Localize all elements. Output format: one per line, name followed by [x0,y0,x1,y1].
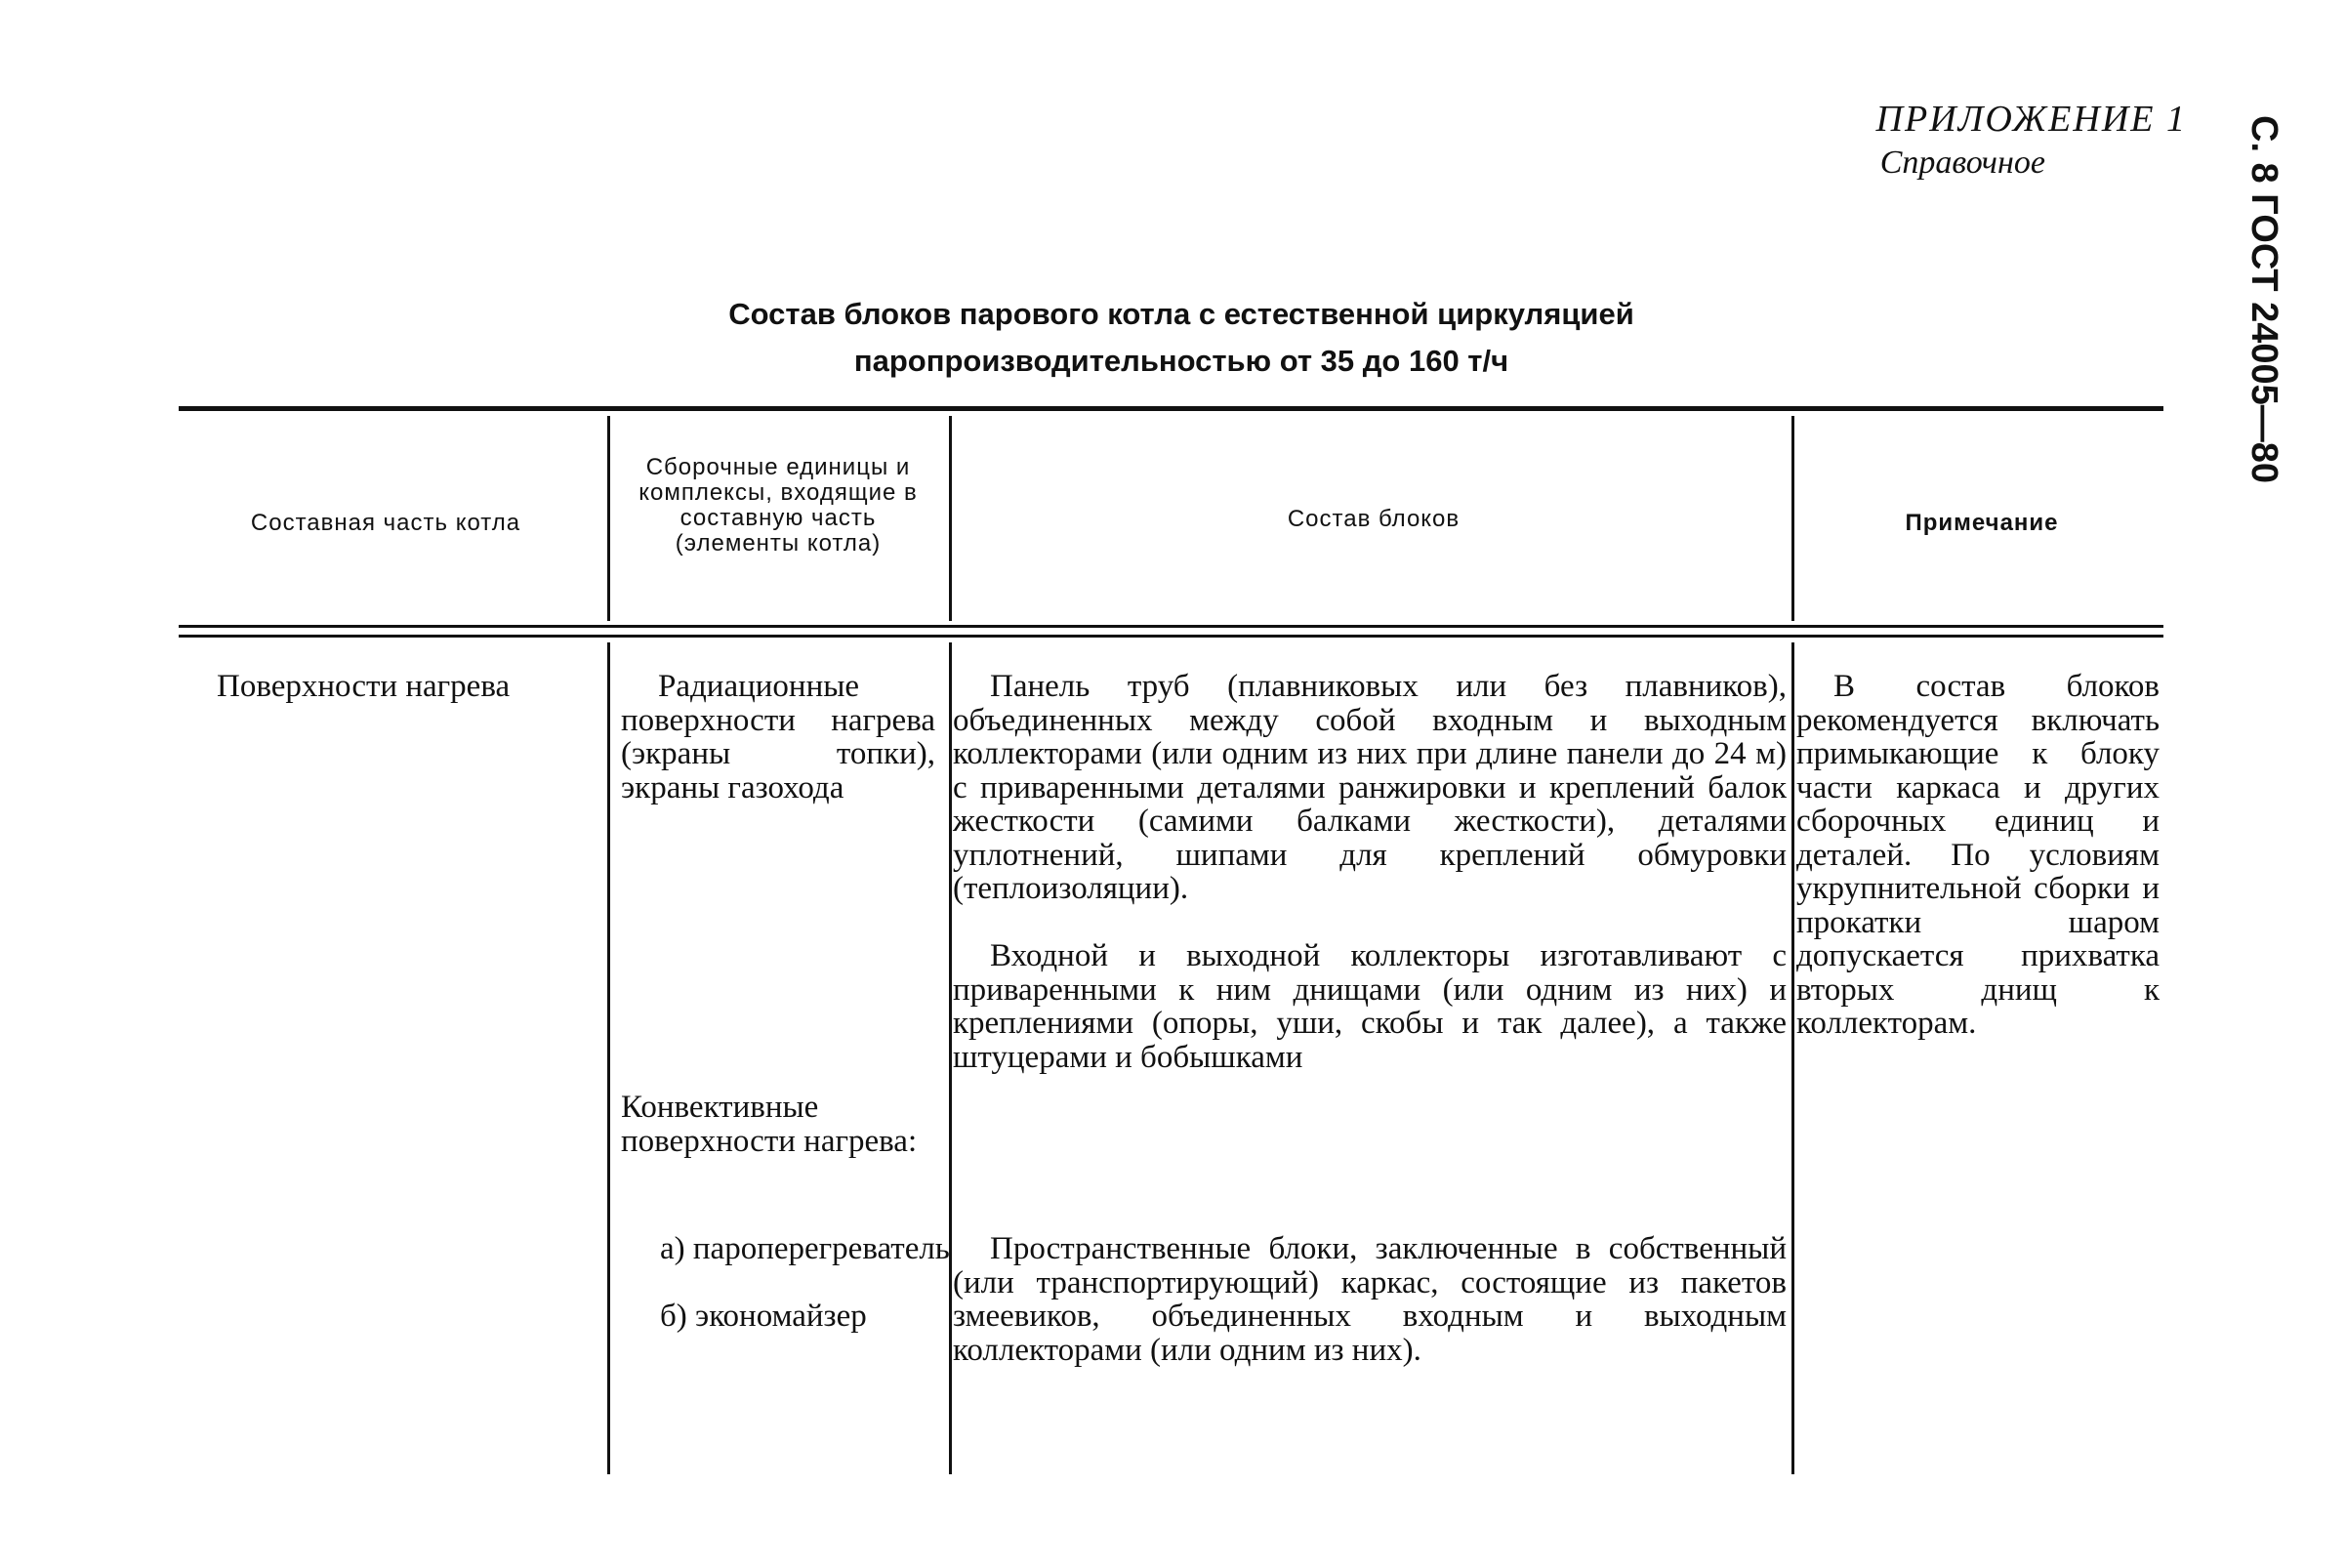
header-bottom-rule-double [179,635,2163,638]
column-divider [949,642,952,1474]
header-bottom-rule [179,625,2163,628]
cell-blocks-paragraph-3: Пространственные блоки, заключенные в собственный (или транспортирующий) каркас, состоящие из пакетов змеевиков, объединенных входным и выходным коллекторами (или одним из них). [953,1231,1787,1368]
table-title-line-2: паропроизводительностью от 35 до 160 т/ч [853,344,1509,378]
cell-blocks-paragraph-1: Панель труб (плавниковых или без плавников), объединенных между собой входным и выходным коллекторами (или одним из них при длине панели до 24 м) с приваренными деталями ранжировки и креплений балок жесткости (самими балками жесткости), деталями уплотнений, шипами для креплений обмуровки (теплоизоляции). [953,669,1787,906]
appendix-label: ПРИЛОЖЕНИЕ 1 [1875,99,2187,140]
column-header-blocks: Состав блоков [1287,506,1461,532]
column-divider [949,416,952,621]
cell-note: В состав блоков рекомендуется включать примыкающие к блоку части каркаса и других сборочных единиц и деталей. По условиям укрупнительной сборки и прокатки шаром допускается прихватка вторых днищ к коллекторам. [1796,669,2160,1041]
table-title [547,291,1816,385]
column-header-units: Сборочные единицы и комплексы, входящие в составную часть (элементы котла) [638,454,918,557]
column-divider [607,642,610,1474]
column-header-part: Составная часть котла [250,510,521,536]
cell-part: Поверхности нагрева [217,669,511,704]
table-top-rule [179,406,2163,411]
cell-convective-a: а) пароперегреватель [660,1231,950,1266]
column-header-note: Примечание [1905,510,2059,536]
appendix-subtitle: Справочное [1879,144,2045,181]
page-standard-code: С. 8 ГОСТ 24005—80 [2243,115,2284,484]
column-divider [607,416,610,621]
cell-blocks-paragraph-2: Входной и выходной коллекторы изготавливают с приваренными к ним днищами (или одним из них) и креплениями (опоры, уши, скобы и так далее), а также штуцерами и бобышками [953,938,1787,1075]
table-title-line-1: Состав блоков парового котла с естественной циркуляцией [728,297,1634,331]
cell-convective-units: Конвективные поверхности нагрева: [621,1090,918,1159]
column-divider [1791,416,1794,621]
cell-convective-b: б) экономайзер [660,1299,867,1334]
column-divider [1791,642,1794,1474]
cell-radiation-units: Радиационные поверхности нагрева (экраны топки), экраны газохода [621,669,935,805]
